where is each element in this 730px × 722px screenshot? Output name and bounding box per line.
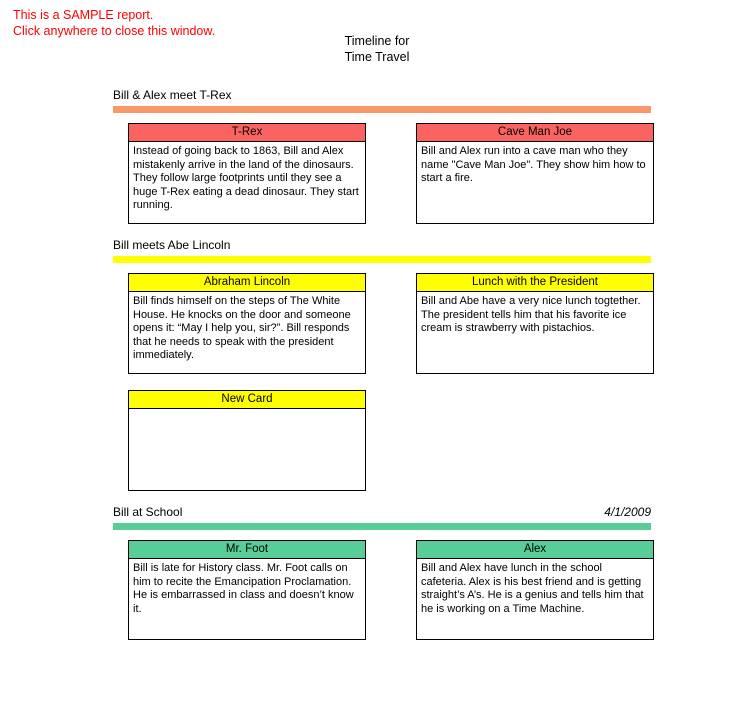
timeline-card[interactable] bbox=[416, 273, 654, 374]
timeline-card[interactable] bbox=[128, 273, 366, 374]
section-date: 4/1/2009 bbox=[604, 505, 651, 519]
timeline-card[interactable] bbox=[416, 123, 654, 224]
section-title: Bill at School bbox=[113, 505, 183, 519]
card-body: Bill and Abe have a very nice lunch togtether. The president tells him that his favorite ice cream is strawberry with pistachios. bbox=[421, 295, 641, 334]
card-title: Lunch with the President bbox=[417, 274, 653, 292]
page-title bbox=[262, 33, 492, 65]
card-title: T-Rex bbox=[129, 124, 365, 142]
card-body: Instead of going back to 1863, Bill and Alex mistakenly arrive in the land of the dinosaurs. They follow large footprints until they see a huge T-Rex eating a dead dinosaur. They start running. bbox=[133, 145, 359, 211]
page-title-line-1: Timeline for bbox=[344, 34, 410, 48]
timeline-section bbox=[113, 88, 651, 211]
section-color-bar bbox=[113, 523, 651, 530]
timeline-card[interactable] bbox=[416, 540, 654, 640]
card-body: Bill and Alex have lunch in the school cafeteria. Alex is his best friend and is getting straight’s A’s. He is a genius and tells him that he is working on a Time Machine. bbox=[421, 562, 644, 615]
section-header bbox=[113, 88, 651, 106]
card-body: Bill and Alex run into a cave man who they name "Cave Man Joe". They show him how to start a fire. bbox=[421, 145, 646, 184]
section-header bbox=[113, 238, 651, 256]
new-card[interactable] bbox=[128, 390, 366, 491]
page-title-line-2: Time Travel bbox=[344, 50, 410, 64]
card-title: Abraham Lincoln bbox=[129, 274, 365, 292]
card-title: Mr. Foot bbox=[129, 541, 365, 559]
section-title: Bill meets Abe Lincoln bbox=[113, 238, 231, 252]
sample-notice-line-1: This is a SAMPLE report. bbox=[13, 8, 154, 22]
card-body: Bill is late for History class. Mr. Foot calls on him to recite the Emancipation Proclamation. He is embarrassed in class and doesn’t know it. bbox=[133, 562, 354, 615]
section-color-bar bbox=[113, 106, 651, 113]
section-title: Bill & Alex meet T-Rex bbox=[113, 88, 232, 102]
timeline-card[interactable] bbox=[128, 123, 366, 224]
card-body: Bill finds himself on the steps of The White House. He knocks on the door and someone opens it: “May I help you, sir?”. Bill responds that he needs to speak with the president immediately. bbox=[133, 295, 351, 361]
section-color-bar bbox=[113, 256, 651, 263]
card-title: New Card bbox=[129, 391, 365, 409]
close-instruction-line: Click anywhere to close this window. bbox=[13, 24, 216, 38]
card-body bbox=[129, 409, 365, 491]
timeline-section bbox=[113, 238, 651, 405]
section-header bbox=[113, 505, 651, 523]
card-title: Cave Man Joe bbox=[417, 124, 653, 142]
card-title: Alex bbox=[417, 541, 653, 559]
sample-report-notice bbox=[13, 7, 215, 39]
timeline-card[interactable] bbox=[128, 540, 366, 640]
timeline-section bbox=[113, 505, 651, 615]
